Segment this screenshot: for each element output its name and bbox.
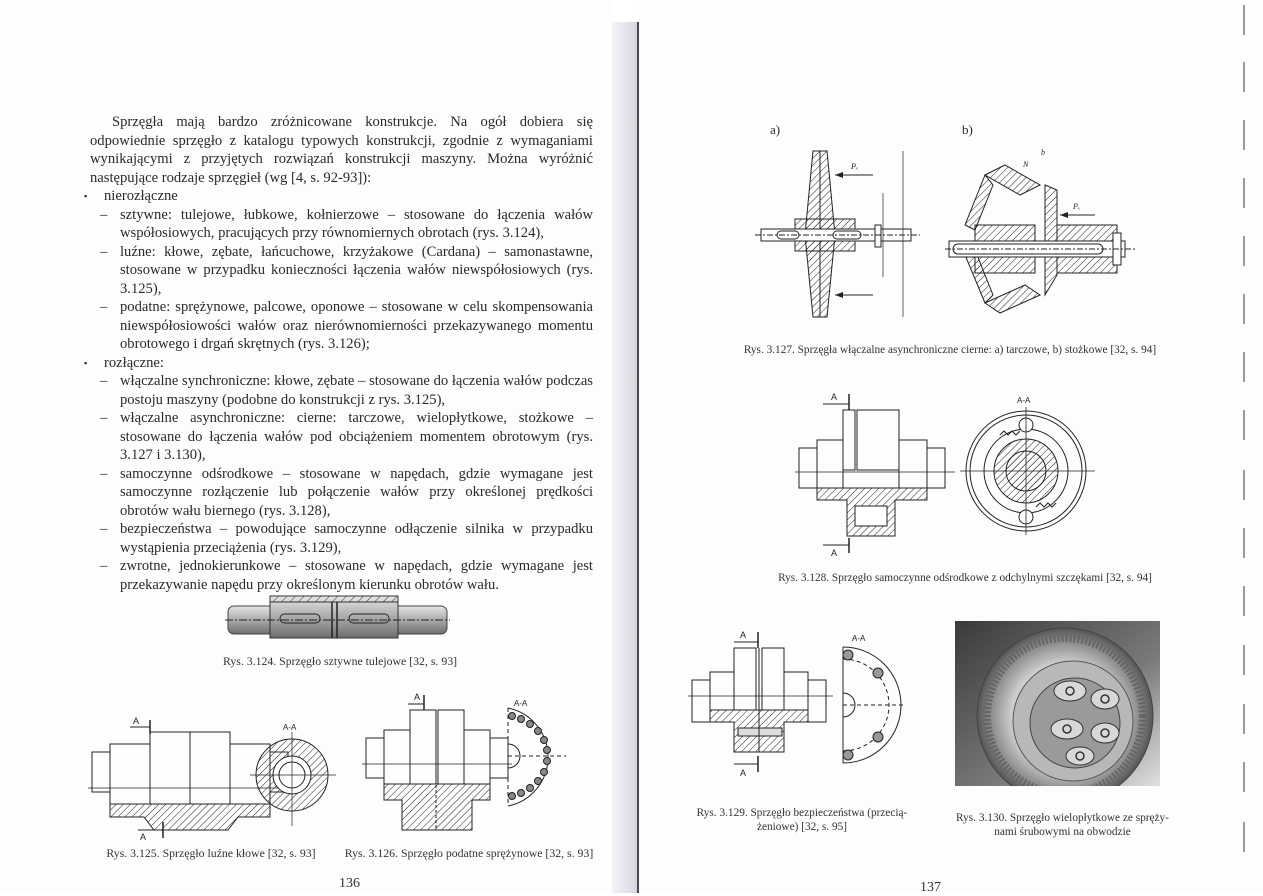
figure-3-126-caption: Rys. 3.126. Sprzęgło podatne sprężynowe [32, s. 93] xyxy=(344,846,594,860)
svg-text:A: A xyxy=(133,716,140,726)
list-item: – włączalne asynchroniczne: cierne: tarczowe, wielopłytkowe, stożkowe – stosowane do łączenia wałów pod obciążeniem momentem obrotowym (rys. 3.127 i 3.130), xyxy=(90,409,593,465)
list-item: – bezpieczeństwa – powodujące samoczynne odłączenie silnika w przypadku wystąpienia przeciążenia (rys. 3.129), xyxy=(90,520,593,557)
list-item: – włączalne synchroniczne: kłowe, zębate – stosowane do łączenia wałów podczas postoju maszyny (podobne do konstrukcji z rys. 3.125), xyxy=(90,372,593,409)
svg-text:A: A xyxy=(140,832,147,842)
svg-text:A: A xyxy=(831,392,838,402)
figure-3-129-caption xyxy=(672,806,932,834)
svg-text:A-A: A-A xyxy=(283,723,297,732)
figure-3-125-caption: Rys. 3.125. Sprzęgło luźne kłowe [32, s. 93] xyxy=(106,846,316,860)
svg-text:A-A: A-A xyxy=(1017,396,1031,405)
figure-3-130-caption xyxy=(940,811,1185,839)
figure-3-124-diagram xyxy=(225,590,450,642)
intro-paragraph: Sprzęgła mają bardzo zróżnicowane konstrukcje. Na ogół dobiera się odpowiednie sprzęgło z katalogu typowych konstrukcji, zgodnie z wymaganiami wynikającymi z przyjętych rozwiązań konstrukcji maszyny. Można wyróżnić następujące rodzaje sprzęgieł (wg [4, s. 92-93]): xyxy=(90,114,593,186)
list-item: – sztywne: tulejowe, łubkowe, kołnierzowe – stosowane do łączenia wałów współosiowych, pracujących przy równomiernych obrotach (rys. 3.124), xyxy=(90,206,593,243)
figure-3-130-caption-line2: nami śrubowymi na obwodzie xyxy=(994,826,1131,838)
figure-3-128-diagram xyxy=(795,388,955,558)
figure-3-129-section xyxy=(838,633,908,768)
group-label-separable: ▪ rozłączne: xyxy=(90,354,593,373)
figure-3-129-caption-line2: żeniowe) [32, s. 95] xyxy=(756,821,848,833)
page-number-right: 137 xyxy=(920,880,941,895)
svg-text:Pₓ: Pₓ xyxy=(851,162,859,171)
gutter-line xyxy=(637,22,639,893)
figure-3-130-caption-line1: Rys. 3.130. Sprzęgło wielopłytkowe ze spręży- xyxy=(956,812,1169,824)
body-text xyxy=(90,113,593,594)
figure-3-128-section xyxy=(960,395,1095,535)
svg-text:A: A xyxy=(740,768,747,778)
svg-text:A-A: A-A xyxy=(514,699,528,708)
figure-3-126-section xyxy=(500,698,570,810)
figure-3-125-section xyxy=(250,720,340,830)
svg-text:Pₓ: Pₓ xyxy=(1073,202,1081,211)
figure-3-130-photo xyxy=(955,621,1160,786)
list-item: – zwrotne, jednokierunkowe – stosowane w napędach, gdzie wymagane jest przekazywanie napędu przy określonym kierunku obrotów wału. xyxy=(90,557,593,594)
figure-3-127b-cone-clutch xyxy=(945,145,1135,320)
figure-3-129-caption-line1: Rys. 3.129. Sprzęgło bezpieczeństwa (przecią- xyxy=(696,807,908,819)
figure-3-127-label-b: b) xyxy=(962,122,973,137)
figure-3-127-caption: Rys. 3.127. Sprzęgła włączalne asynchroniczne cierne: a) tarczowe, b) stożkowe [32, s. 94] xyxy=(743,344,1157,356)
svg-text:N: N xyxy=(1023,160,1029,169)
svg-text:A: A xyxy=(740,630,747,640)
page-edge-marks xyxy=(1243,0,1247,893)
group-label-nonseparable: ▪ nierozłączne xyxy=(90,187,593,206)
svg-text:b: b xyxy=(1041,148,1045,157)
figure-3-129-diagram xyxy=(688,628,833,778)
list-item: – podatne: sprężynowe, palcowe, oponowe – stosowane w celu skompensowania niewspółosiowości wałów oraz nierównomierności przekazywanego momentu obrotowego i drgań skrętnych (rys. 3.126); xyxy=(90,298,593,354)
list-item: – samoczynne odśrodkowe – stosowane w napędach, gdzie wymagane jest samoczynne rozłączenie lub połączenie wałów przy określonej prędkości obrotów wału biernego (rys. 3.128), xyxy=(90,465,593,521)
figure-3-124-caption: Rys. 3.124. Sprzęgło sztywne tulejowe [32, s. 93] xyxy=(222,654,458,668)
svg-text:A: A xyxy=(414,692,421,702)
book-gutter xyxy=(612,22,638,893)
figure-3-127a-disc-clutch xyxy=(755,145,920,320)
list-item: – luźne: kłowe, zębate, łańcuchowe, krzyżakowe (Cardana) – samonastawne, stosowane w przypadku konieczności łączenia wałów niewspółosiowych (rys. 3.125), xyxy=(90,243,593,299)
figure-3-128-caption: Rys. 3.128. Sprzęgło samoczynne odśrodkowe z odchylnymi szczękami [32, s. 94] xyxy=(778,572,1152,584)
svg-text:A-A: A-A xyxy=(852,634,866,643)
svg-text:A: A xyxy=(831,548,838,558)
page-number-left: 136 xyxy=(339,876,360,891)
figure-3-127-label-a: a) xyxy=(770,122,781,137)
